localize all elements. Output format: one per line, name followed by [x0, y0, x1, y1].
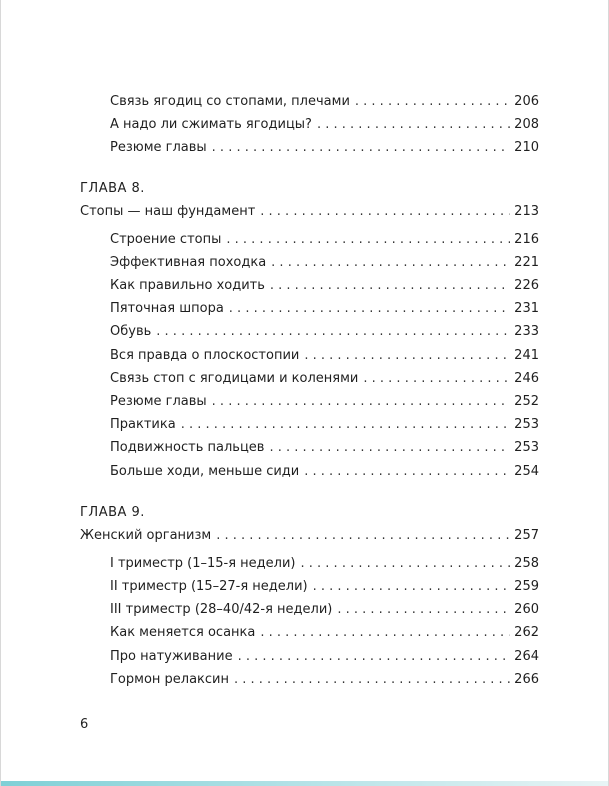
toc-entry-label: I триместр (1–15-я недели) [110, 556, 296, 571]
toc-entry-page: 210 [514, 140, 539, 155]
toc-entry-page: 264 [514, 649, 539, 664]
toc-entry [110, 619, 539, 641]
toc-entry-label: Строение стопы [110, 232, 222, 247]
dot-leader [313, 579, 511, 595]
toc-entry-page: 260 [514, 602, 539, 617]
chapter-heading: ГЛАВА 9. [80, 505, 145, 520]
toc-entry-label: А надо ли сжимать ягодицы? [110, 117, 312, 132]
toc-entry-page: 206 [514, 94, 539, 109]
toc-entry-page: 241 [514, 348, 539, 363]
toc-entry-label: Резюме главы [110, 394, 207, 409]
chapter-title: Женский организм [80, 528, 212, 543]
dot-leader [355, 94, 510, 110]
dot-leader [238, 649, 511, 665]
toc-entry-page: 252 [514, 394, 539, 409]
toc-entry [110, 88, 539, 110]
toc-entry [110, 458, 539, 480]
toc-entry-page: 216 [514, 232, 539, 247]
bottom-accent-bar [1, 781, 608, 786]
dot-leader [304, 348, 510, 364]
toc-entry-page: 262 [514, 625, 539, 640]
toc-entry-label: Гормон релаксин [110, 672, 229, 687]
toc-entry [110, 411, 539, 433]
toc-entry [110, 226, 539, 248]
toc-entry-label: Вся правда о плоскостопии [110, 348, 300, 363]
toc-entry-label: Больше ходи, меньше сиди [110, 464, 300, 479]
toc-entry-label: II триместр (15–27-я недели) [110, 579, 308, 594]
toc-entry [110, 249, 539, 271]
toc-entry [110, 342, 539, 364]
toc-entry-page: 253 [514, 417, 539, 432]
dot-leader [270, 278, 510, 294]
toc-entry-label: Как меняется осанка [110, 625, 256, 640]
toc-entry-page: 246 [514, 371, 539, 386]
toc-entry-label: Связь ягодиц со стопами, плечами [110, 94, 350, 109]
dot-leader [234, 672, 510, 688]
dot-leader [337, 602, 510, 618]
chapter-page: 213 [514, 204, 539, 219]
dot-leader [212, 394, 511, 410]
toc-entry-label: Связь стоп с ягодицами и коленями [110, 371, 359, 386]
toc-entry-label: Про натуживание [110, 649, 233, 664]
toc-entry-page: 208 [514, 117, 539, 132]
toc-entry [110, 643, 539, 665]
chapter-title: Стопы — наш фундамент [80, 204, 256, 219]
toc-entry [110, 365, 539, 387]
dot-leader [229, 301, 510, 317]
dot-leader [216, 528, 510, 544]
dot-leader [363, 371, 510, 387]
toc-entry-label: Практика [110, 417, 176, 432]
toc-entry-label: Резюме главы [110, 140, 207, 155]
toc-entry-page: 233 [514, 324, 539, 339]
toc-entry-label: Обувь [110, 324, 152, 339]
toc-entry [110, 666, 539, 688]
dot-leader [260, 204, 510, 220]
toc-entry-page: 254 [514, 464, 539, 479]
dot-leader [260, 625, 510, 641]
toc-entry [110, 318, 539, 340]
toc-entry-page: 258 [514, 556, 539, 571]
dot-leader [271, 255, 510, 271]
toc-entry-label: Пяточная шпора [110, 301, 224, 316]
toc-entry-page: 253 [514, 440, 539, 455]
page-folio: 6 [80, 717, 89, 732]
dot-leader [156, 324, 510, 340]
toc-entry-page: 231 [514, 301, 539, 316]
toc-entry [110, 596, 539, 618]
toc-entry-page: 259 [514, 579, 539, 594]
toc-entry-page: 226 [514, 278, 539, 293]
dot-leader [317, 117, 510, 133]
dot-leader [301, 556, 511, 572]
dot-leader [212, 140, 511, 156]
toc-entry-label: III триместр (28–40/42-я недели) [110, 602, 333, 617]
toc-entry-label: Подвижность пальцев [110, 440, 265, 455]
toc-entry [110, 550, 539, 572]
dot-leader [269, 440, 510, 456]
toc-entry [110, 388, 539, 410]
toc-entry [110, 573, 539, 595]
toc-entry-page: 266 [514, 672, 539, 687]
chapter-page: 257 [514, 528, 539, 543]
toc-entry [110, 272, 539, 294]
dot-leader [304, 464, 510, 480]
toc-entry [110, 111, 539, 133]
dot-leader [181, 417, 510, 433]
toc-entry-label: Как правильно ходить [110, 278, 265, 293]
chapter-title-entry [80, 198, 539, 220]
chapter-title-entry [80, 522, 539, 544]
chapter-heading: ГЛАВА 8. [80, 181, 145, 196]
toc-entry [110, 134, 539, 156]
dot-leader [226, 232, 510, 248]
toc-entry-page: 221 [514, 255, 539, 270]
toc-entry [110, 295, 539, 317]
toc-entry [110, 434, 539, 456]
toc-entry-label: Эффективная походка [110, 255, 267, 270]
